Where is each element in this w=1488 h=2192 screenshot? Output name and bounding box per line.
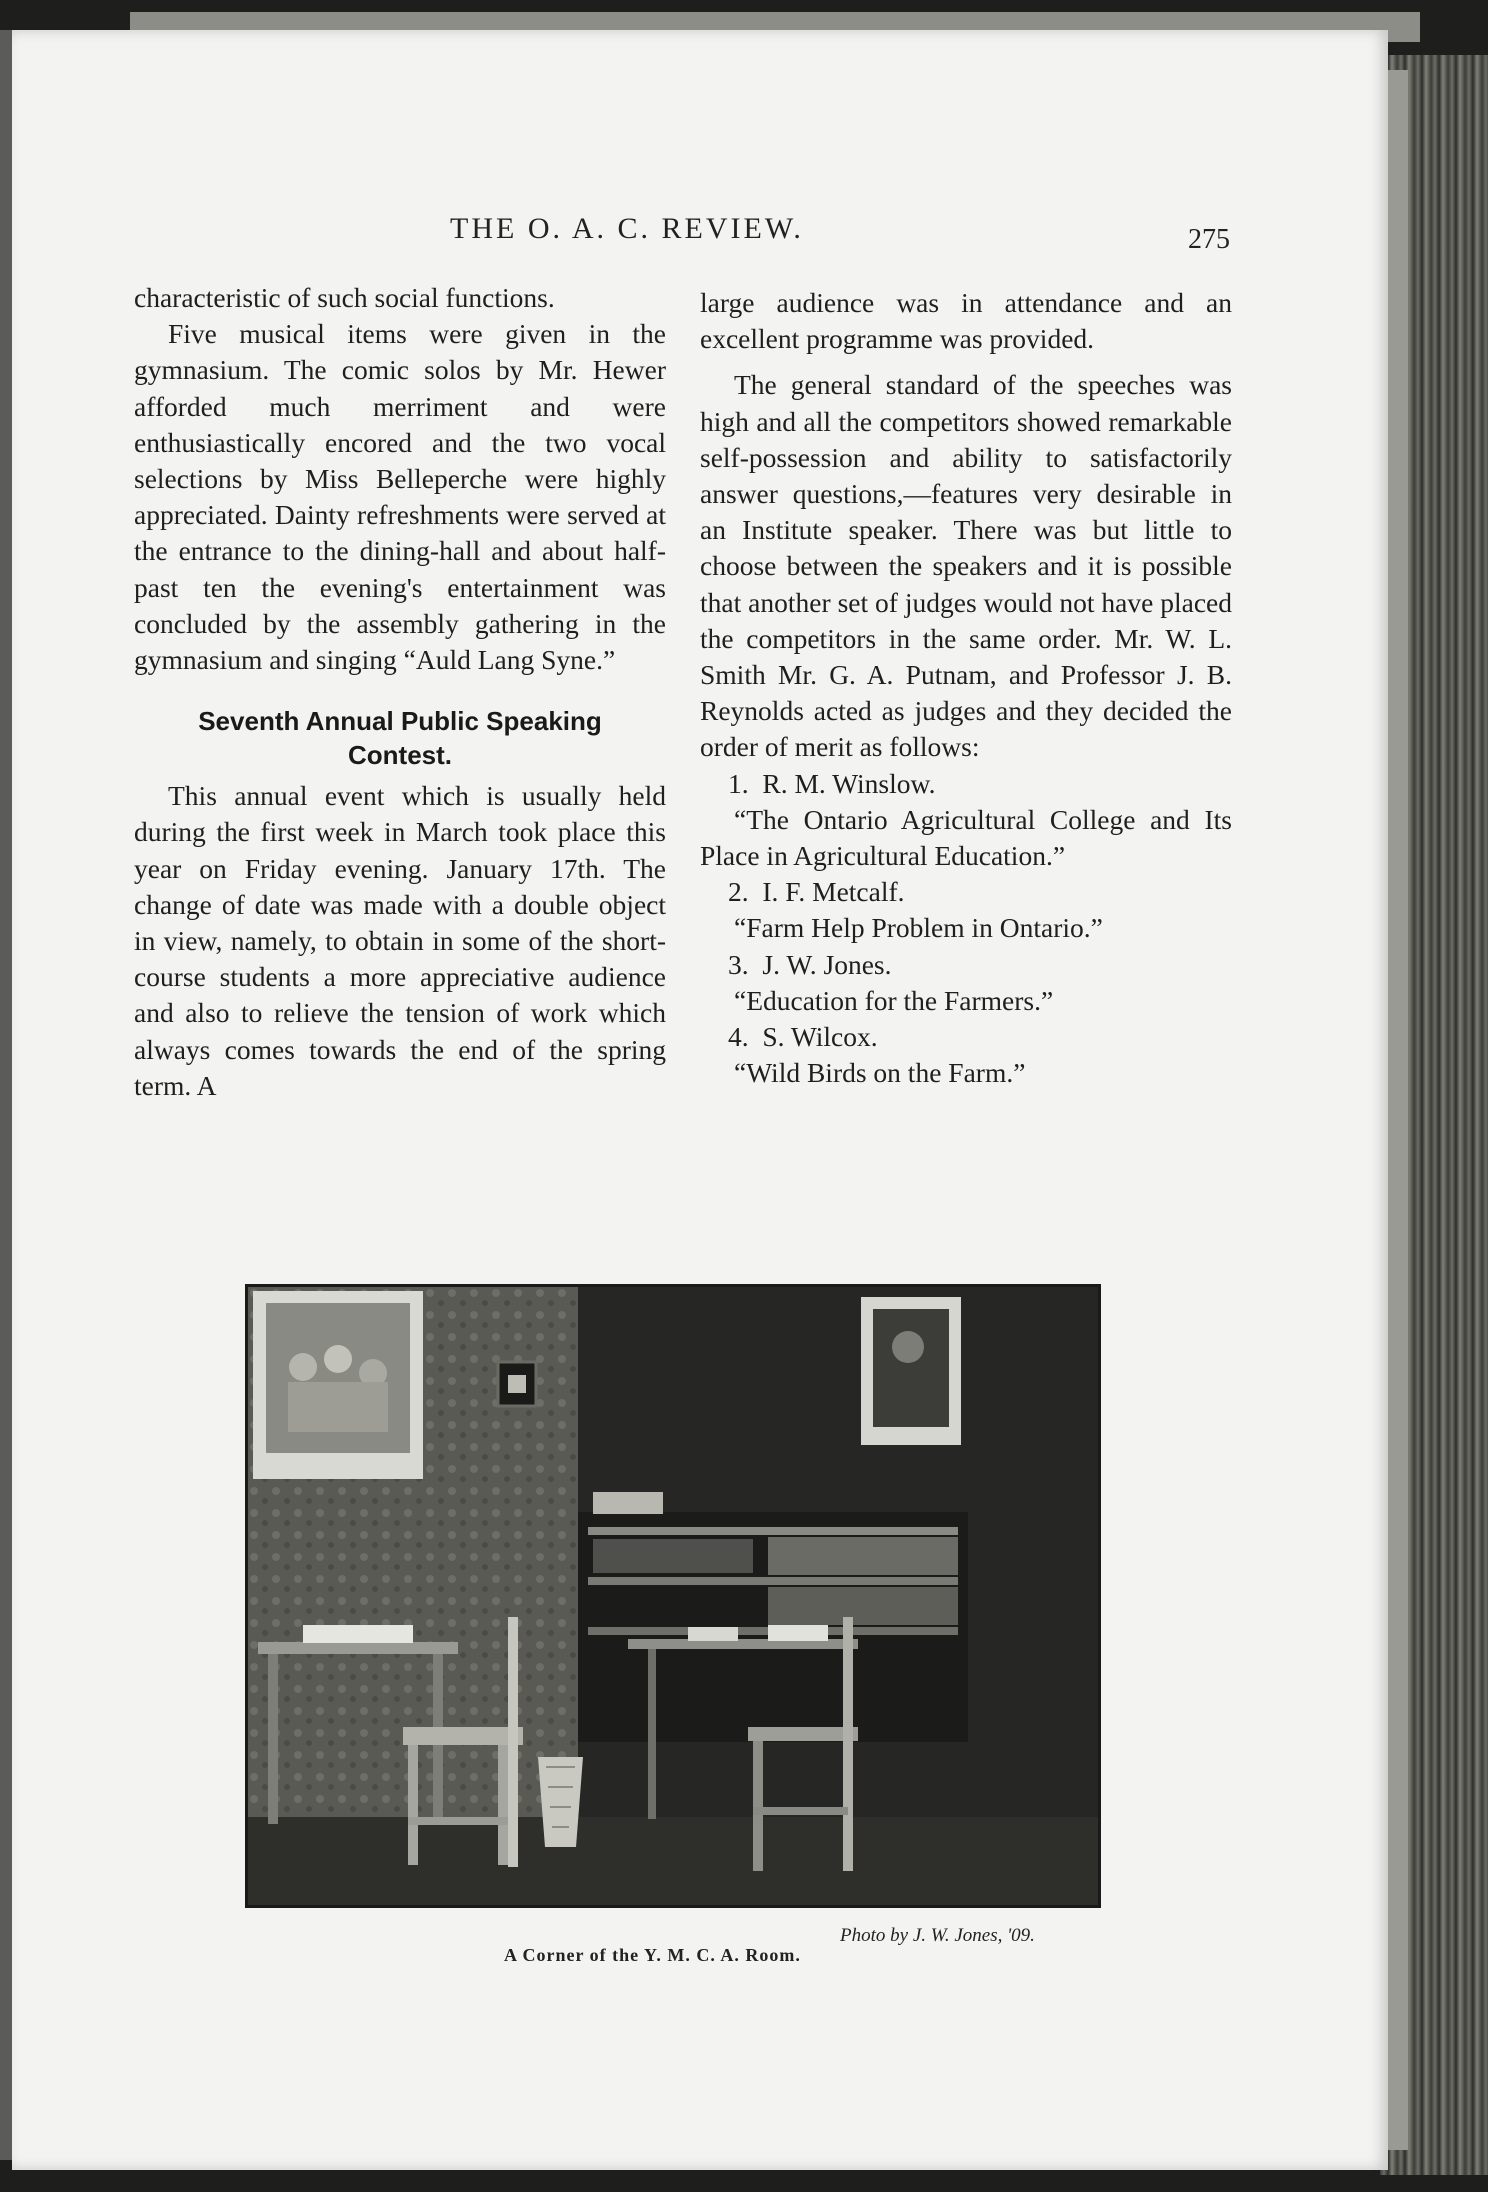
winner-3-name xyxy=(700,947,1232,983)
floor xyxy=(248,1817,1098,1905)
winner-4-rank: 4. xyxy=(728,1021,749,1053)
winner-2-rank: 2. xyxy=(728,876,749,908)
winner-4-speaker: S. Wilcox. xyxy=(762,1021,878,1053)
winner-1-rank: 1. xyxy=(728,767,749,799)
page-number: 275 xyxy=(1188,224,1230,255)
ymca-room-photo xyxy=(245,1284,1101,1908)
photo-credit: Photo by J. W. Jones, '09. xyxy=(840,1925,1035,1946)
ymca-room-illustration xyxy=(248,1287,1098,1905)
waste-basket xyxy=(538,1757,583,1847)
right-column xyxy=(700,285,1232,1091)
winner-1-title: “The Ontario Agricultural College and Its Place in Agricultural Education.” xyxy=(700,803,1232,872)
section-heading-line-1: Seventh Annual Public Speaking xyxy=(198,706,602,737)
winner-4-name xyxy=(700,1019,1232,1055)
winner-3-speaker: J. W. Jones. xyxy=(762,948,892,980)
left-paragraph-1: characteristic of such social functions. xyxy=(134,282,555,313)
right-paragraph-1: large audience was in attendance and an excellent programme was provided. xyxy=(700,287,1232,355)
section-heading xyxy=(134,704,666,772)
running-title: THE O. A. C. REVIEW. xyxy=(450,212,804,245)
chair-left xyxy=(403,1727,523,1745)
left-paragraph-3: This annual event which is usually held during the first week in March took place this year on Friday evening. January 17th. The change of date was made with a double object in view, namely, to obtain in some of the short-course students a more appreciative audience and also to relieve the tension of work which always comes towards the end of the spring term. A xyxy=(134,780,666,1101)
armchair-right xyxy=(748,1727,858,1741)
winner-3-rank: 3. xyxy=(728,948,749,980)
winner-4-title: “Wild Birds on the Farm.” xyxy=(734,1057,1026,1089)
winner-1-speaker: R. M. Winslow. xyxy=(762,767,936,799)
writing-table xyxy=(258,1642,458,1654)
winner-2-title: “Farm Help Problem in Ontario.” xyxy=(734,912,1103,944)
winner-2-speaker: I. F. Metcalf. xyxy=(762,876,905,908)
section-heading-line-2: Contest. xyxy=(348,740,452,771)
left-paragraph-2: Five musical items were given in the gymnasium. The comic solos by Mr. Hewer afforded much merriment and were enthusiastically encored and the two vocal selections by Miss Belleperche were highly appreciated. Dainty refreshments were served at the entrance to the dining-hall and about half-past ten the evening's entertainment was concluded by the assembly gathering in the gymnasium and singing “Auld Lang Syne.” xyxy=(134,318,666,676)
right-paragraph-2: The general standard of the speeches was high and all the competitors showed remarkable self-possession and ability to satisfactorily answer questions,—features very desirable in an Institute speaker. There was but little to choose between the speakers and it is possible that another set of judges would not have placed the competitors in the same order. Mr. W. L. Smith Mr. G. A. Putnam, and Professor J. B. Reynolds acted as judges and they decided the order of merit as follows: xyxy=(700,369,1232,763)
photo-caption: A Corner of the Y. M. C. A. Room. xyxy=(504,1945,801,1965)
winner-3-title: “Education for the Farmers.” xyxy=(734,984,1054,1016)
winner-1-name xyxy=(700,766,1232,802)
left-column xyxy=(134,280,666,1104)
winner-2-name xyxy=(700,874,1232,910)
page-stack-face xyxy=(1386,70,1408,2150)
